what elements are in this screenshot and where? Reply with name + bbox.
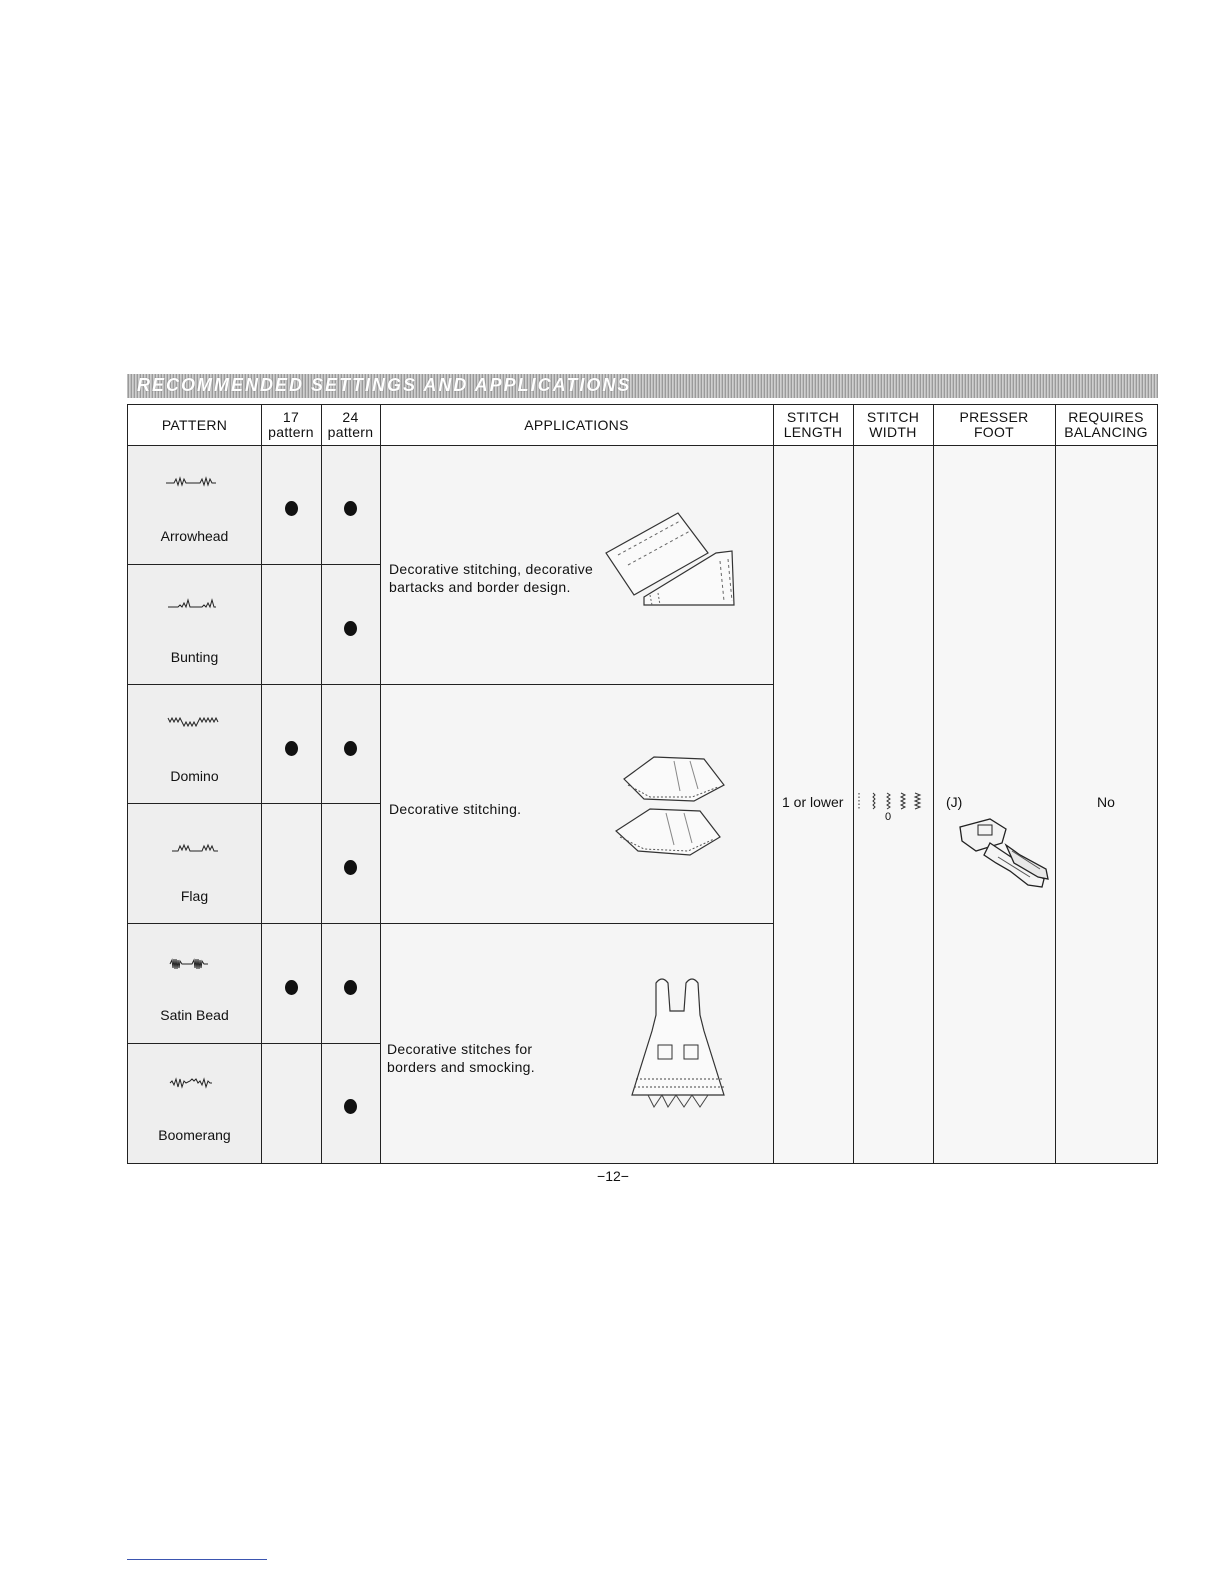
application-line: Decorative stitching. bbox=[389, 801, 522, 817]
application-text bbox=[387, 1040, 535, 1076]
header-presser-foot-line1: PRESSER bbox=[959, 409, 1029, 425]
flag-stitch-icon bbox=[128, 841, 261, 855]
presser-foot-icon bbox=[954, 815, 1052, 893]
row-divider bbox=[128, 1043, 380, 1044]
column-divider bbox=[321, 405, 322, 1163]
column-divider bbox=[773, 405, 774, 1163]
pattern-name: Domino bbox=[170, 768, 219, 784]
application-line: bartacks and border design. bbox=[389, 579, 571, 595]
application-line: borders and smocking. bbox=[387, 1059, 535, 1075]
banner-title: RECOMMENDED SETTINGS AND APPLICATIONS bbox=[137, 375, 632, 395]
pattern-name: Flag bbox=[180, 888, 209, 904]
footer-rule bbox=[127, 1559, 267, 1560]
border-design-illustration bbox=[604, 509, 742, 609]
header-24-pattern bbox=[321, 405, 380, 445]
pattern-name: Boomerang bbox=[158, 1127, 231, 1143]
application-line: Decorative stitching, decorative bbox=[389, 561, 594, 577]
availability-dot-24 bbox=[344, 980, 357, 995]
header-divider bbox=[128, 445, 1157, 446]
header-stitch-width-line1: STITCH bbox=[866, 409, 920, 425]
header-stitch-length-line2: LENGTH bbox=[783, 424, 843, 440]
pattern-name: Bunting bbox=[170, 649, 219, 665]
pattern-column-shade bbox=[128, 445, 261, 1163]
header-17-word: pattern bbox=[268, 424, 314, 440]
header-stitch-length-line1: STITCH bbox=[786, 409, 840, 425]
stitch-length-value: 1 or lower bbox=[782, 794, 844, 810]
availability-dot-17 bbox=[285, 741, 298, 756]
row-divider bbox=[128, 564, 380, 565]
column-divider bbox=[261, 405, 262, 1163]
header-stitch-width-line2: WIDTH bbox=[869, 424, 917, 440]
header-pattern bbox=[128, 405, 261, 445]
header-17-number: 17 bbox=[282, 409, 300, 425]
header-applications bbox=[380, 405, 773, 445]
availability-dot-17 bbox=[285, 980, 298, 995]
header-stitch-width bbox=[853, 405, 933, 445]
header-24-number: 24 bbox=[342, 409, 359, 425]
arrowhead-stitch-icon bbox=[128, 475, 261, 489]
satin-bead-stitch-icon bbox=[128, 956, 261, 972]
presser-foot-value: (J) bbox=[946, 794, 963, 810]
column-divider bbox=[380, 405, 381, 1163]
requires-balancing-value: No bbox=[1097, 794, 1115, 810]
availability-dot-24 bbox=[344, 741, 357, 756]
header-presser-foot bbox=[933, 405, 1055, 445]
section-banner bbox=[127, 374, 1158, 398]
page-number: −12− bbox=[597, 1168, 629, 1184]
header-balancing-line2: BALANCING bbox=[1064, 424, 1148, 440]
settings-table bbox=[127, 404, 1158, 1164]
header-17-pattern bbox=[261, 405, 321, 445]
stitch-width-scale-icon bbox=[855, 791, 931, 825]
header-requires-balancing bbox=[1055, 405, 1157, 445]
availability-dot-24 bbox=[344, 621, 357, 636]
stitch-width-marker: 0 bbox=[885, 811, 892, 823]
application-text bbox=[389, 800, 521, 818]
pattern-name: Arrowhead bbox=[160, 528, 229, 544]
column-divider bbox=[933, 405, 934, 1163]
pattern-name: Satin Bead bbox=[160, 1007, 229, 1023]
row-divider bbox=[128, 803, 380, 804]
application-line: Decorative stitches for bbox=[387, 1041, 533, 1057]
header-presser-foot-line2: FOOT bbox=[973, 424, 1015, 440]
row-divider bbox=[128, 923, 773, 924]
header-applications-label: APPLICATIONS bbox=[524, 416, 629, 433]
availability-dot-24 bbox=[344, 860, 357, 875]
header-balancing-line1: REQUIRES bbox=[1068, 409, 1144, 425]
domino-stitch-icon bbox=[128, 715, 261, 731]
availability-dot-24 bbox=[344, 1099, 357, 1114]
boomerang-stitch-icon bbox=[128, 1075, 261, 1091]
header-stitch-length bbox=[773, 405, 853, 445]
napkin-illustration bbox=[614, 751, 742, 863]
header-24-word: pattern bbox=[327, 424, 374, 440]
row-divider bbox=[128, 684, 773, 685]
header-pattern-label: PATTERN bbox=[161, 416, 228, 433]
bunting-stitch-icon bbox=[128, 597, 261, 611]
pinafore-illustration bbox=[628, 975, 732, 1111]
application-text bbox=[389, 560, 593, 596]
column-divider bbox=[1055, 405, 1056, 1163]
availability-dot-24 bbox=[344, 501, 357, 516]
availability-dot-17 bbox=[285, 501, 298, 516]
column-divider bbox=[853, 405, 854, 1163]
